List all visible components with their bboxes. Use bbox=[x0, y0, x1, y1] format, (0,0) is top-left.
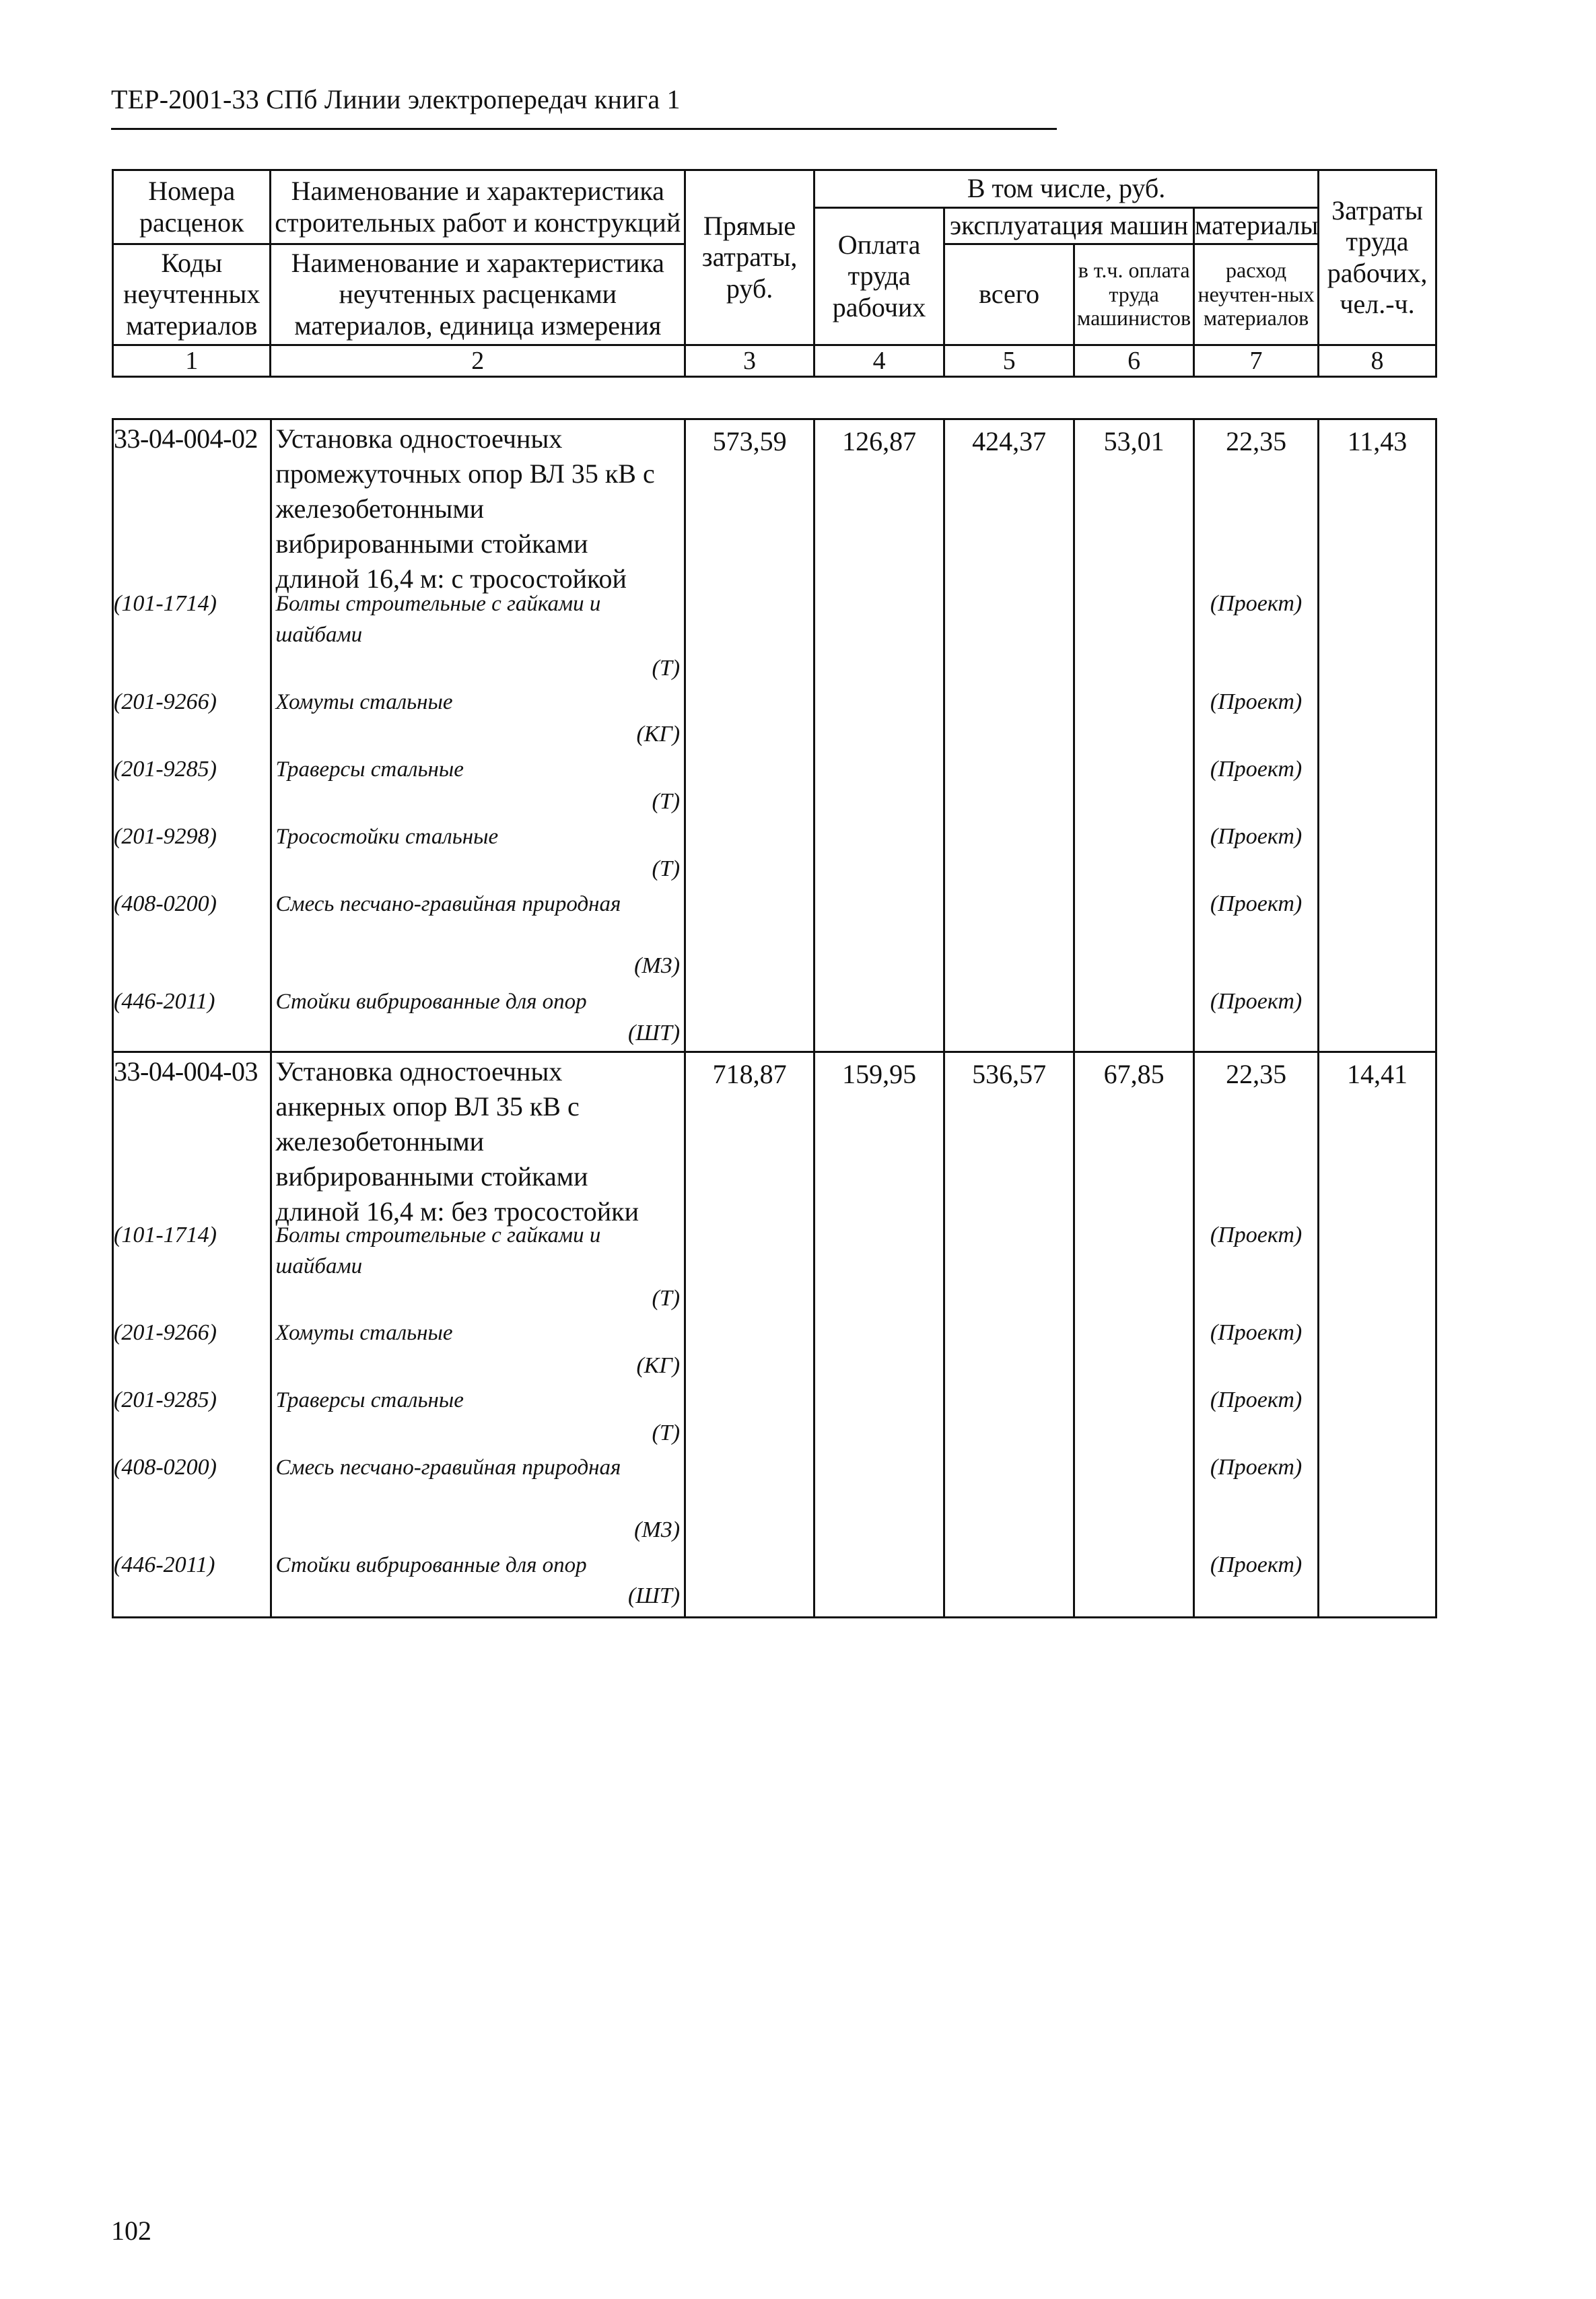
labor-pay: 126,87 bbox=[814, 419, 944, 1052]
labor-pay: 159,95 bbox=[814, 1052, 944, 1618]
project-note: (Проект) bbox=[1210, 689, 1303, 714]
material-code: (101-1714) bbox=[114, 1223, 217, 1247]
material-code: (201-9285) bbox=[114, 757, 217, 782]
material-unit: (КГ) bbox=[636, 1353, 681, 1378]
direct-costs: 718,87 bbox=[685, 1052, 814, 1618]
material-name: Смесь песчано-гравийная природная bbox=[275, 1455, 621, 1480]
material-unit: (Т) bbox=[652, 789, 681, 814]
material-code: (201-9266) bbox=[114, 689, 217, 714]
material-name: Болты строительные с гайками и шайбами bbox=[275, 592, 601, 647]
project-note: (Проект) bbox=[1210, 824, 1303, 849]
header-col6: в т.ч. оплата труда машинистов bbox=[1074, 244, 1194, 345]
header-group: В том числе, руб. bbox=[814, 170, 1319, 208]
header-number: 6 bbox=[1074, 345, 1194, 377]
header-number: 5 bbox=[944, 345, 1074, 377]
header-number: 7 bbox=[1194, 345, 1319, 377]
header-number: 2 bbox=[271, 345, 685, 377]
material-unit: (Т) bbox=[652, 856, 681, 881]
material-unit: (КГ) bbox=[636, 722, 681, 747]
header-materials: материалы bbox=[1194, 208, 1319, 244]
rate-code: 33-04-004-02 bbox=[114, 423, 258, 454]
table-row bbox=[113, 419, 1436, 1052]
material-name: Болты строительные с гайками и шайбами bbox=[275, 1223, 601, 1278]
material-unit: (М3) bbox=[634, 1517, 681, 1542]
material-unit: (ШТ) bbox=[628, 1583, 681, 1608]
material-name: Траверсы стальные bbox=[275, 757, 464, 782]
machines-total: 536,57 bbox=[944, 1052, 1074, 1618]
material-name: Стойки вибрированные для опор bbox=[275, 1553, 587, 1577]
material-name: Хомуты стальные bbox=[275, 690, 453, 714]
material-name: Смесь песчано-гравийная природная bbox=[275, 892, 621, 916]
project-note: (Проект) bbox=[1210, 1320, 1303, 1345]
material-code: (446-2011) bbox=[114, 1552, 215, 1577]
rates-table bbox=[112, 418, 1437, 1618]
header-number: 3 bbox=[685, 345, 814, 377]
project-note: (Проект) bbox=[1210, 891, 1303, 916]
header-col5: всего bbox=[944, 244, 1074, 345]
material-unit: (Т) bbox=[652, 656, 681, 681]
material-code: (101-1714) bbox=[114, 591, 217, 616]
header-col1-bottom: Коды неучтенных материалов bbox=[113, 244, 271, 345]
project-note: (Проект) bbox=[1210, 1223, 1303, 1247]
material-unit: (Т) bbox=[652, 1286, 681, 1311]
project-note: (Проект) bbox=[1210, 591, 1303, 616]
material-unit: (М3) bbox=[634, 953, 681, 978]
material-code: (446-2011) bbox=[114, 989, 215, 1014]
material-name: Траверсы стальные bbox=[275, 1388, 464, 1412]
header-col8: Затраты труда рабочих, чел.-ч. bbox=[1319, 170, 1436, 345]
material-name: Хомуты стальные bbox=[275, 1321, 453, 1345]
rate-title: Установка одностоечных промежуточных опор ВЛ 35 кВ с железобетонными вибрированными стойками длиной 16,4 м: с тросостойкой bbox=[275, 423, 655, 594]
page-title: ТЕР-2001-33 СПб Линии электропередач книга 1 bbox=[111, 84, 681, 114]
page-number: 102 bbox=[111, 2216, 151, 2246]
project-note: (Проект) bbox=[1210, 757, 1303, 782]
rate-code: 33-04-004-03 bbox=[114, 1056, 258, 1087]
header-col2-bottom: Наименование и характеристика неучтенных расценками материалов, единица измерения bbox=[271, 244, 685, 345]
material-unit: (ШТ) bbox=[628, 1021, 681, 1045]
project-note: (Проект) bbox=[1210, 989, 1303, 1014]
material-code: (408-0200) bbox=[114, 1455, 217, 1480]
project-note: (Проект) bbox=[1210, 1552, 1303, 1577]
header-number: 8 bbox=[1319, 345, 1436, 377]
labor-hours: 14,41 bbox=[1319, 1052, 1436, 1618]
material-code: (408-0200) bbox=[114, 891, 217, 916]
machinist-pay: 67,85 bbox=[1074, 1052, 1194, 1618]
material-unit: (Т) bbox=[652, 1420, 681, 1445]
machinist-pay: 53,01 bbox=[1074, 419, 1194, 1052]
header-number: 4 bbox=[814, 345, 944, 377]
material-name: Тросостойки стальные bbox=[275, 825, 499, 849]
project-note: (Проект) bbox=[1210, 1387, 1303, 1412]
header-col2-top: Наименование и характеристика строительных работ и конструкций bbox=[271, 170, 685, 244]
header-rule bbox=[111, 128, 1057, 130]
project-note: (Проект) bbox=[1210, 1455, 1303, 1480]
table-header bbox=[112, 169, 1437, 378]
labor-hours: 11,43 bbox=[1319, 419, 1436, 1052]
header-machines: эксплуатация машин bbox=[944, 208, 1194, 244]
header-number: 1 bbox=[113, 345, 271, 377]
direct-costs: 573,59 bbox=[685, 419, 814, 1052]
material-code: (201-9298) bbox=[114, 824, 217, 849]
material-code: (201-9285) bbox=[114, 1387, 217, 1412]
material-name: Стойки вибрированные для опор bbox=[275, 990, 587, 1014]
machines-total: 424,37 bbox=[944, 419, 1074, 1052]
header-col1-top: Номера расценок bbox=[113, 170, 271, 244]
header-col3: Прямые затраты, руб. bbox=[685, 170, 814, 345]
table-row bbox=[113, 1052, 1436, 1618]
header-col4: Оплата труда рабочих bbox=[814, 208, 944, 345]
materials-cost: 22,35 bbox=[1226, 426, 1287, 456]
header-col7: расход неучтен-ных материалов bbox=[1194, 244, 1319, 345]
materials-cost: 22,35 bbox=[1226, 1059, 1287, 1089]
rate-title: Установка одностоечных анкерных опор ВЛ 35 кВ с железобетонными вибрированными стойками длиной 16,4 м: без тросостойки bbox=[275, 1056, 639, 1227]
material-code: (201-9266) bbox=[114, 1320, 217, 1345]
